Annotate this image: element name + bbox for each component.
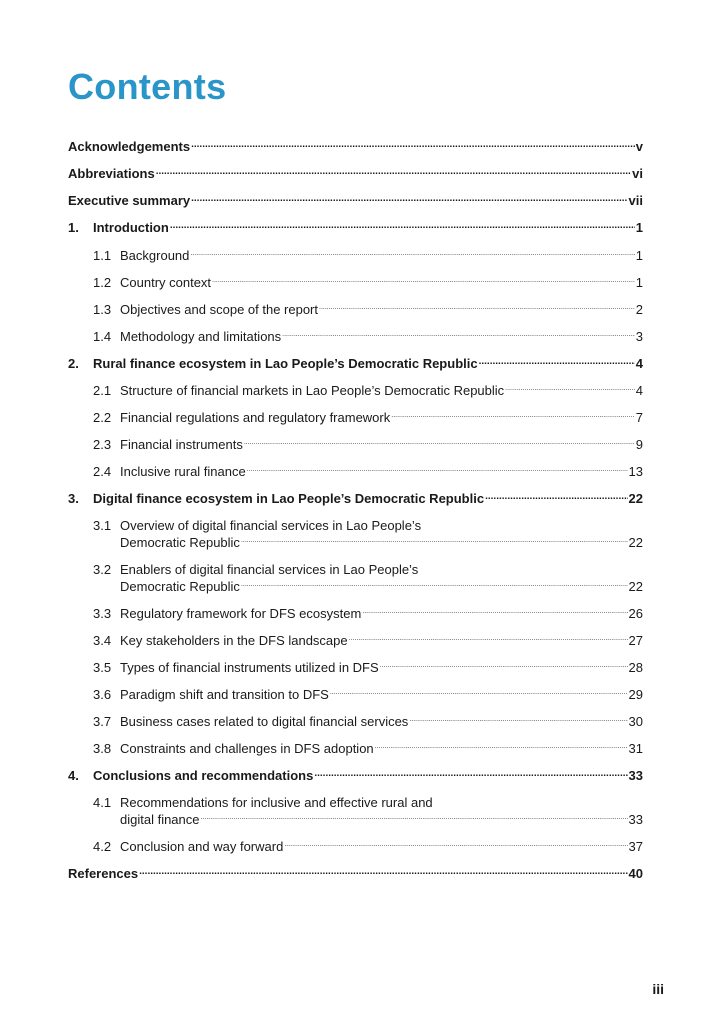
- dot-leader: [314, 770, 627, 780]
- toc-entry-number: 4.1: [93, 795, 112, 810]
- toc-entry-number: 1.1: [93, 248, 112, 263]
- dot-leader: [330, 689, 628, 699]
- toc-section-2-4[interactable]: [68, 463, 643, 480]
- toc-entry-page: 2: [635, 302, 643, 317]
- toc-entry-page: 33: [628, 768, 643, 783]
- toc-section-1-1[interactable]: [68, 247, 643, 264]
- toc-section-2-2[interactable]: [68, 409, 643, 426]
- dot-leader: [479, 358, 635, 368]
- toc-entry-number: 3.1: [93, 518, 112, 533]
- toc-entry-page: 4: [635, 383, 643, 398]
- toc-section-4-1[interactable]: [68, 794, 643, 828]
- toc-entry-text: Overview of digital financial services in Lao People’s: [120, 518, 422, 533]
- toc-entry-number: 3.8: [93, 741, 112, 756]
- toc-entry-page: 27: [628, 633, 643, 648]
- toc-entry-text: Financial regulations and regulatory framework: [120, 410, 391, 425]
- toc-entry-text: References: [68, 866, 139, 881]
- toc-section-3-3[interactable]: [68, 605, 643, 622]
- dot-leader: [247, 466, 628, 476]
- toc-entry-page: 37: [628, 839, 643, 854]
- toc-section-3-8[interactable]: [68, 740, 643, 757]
- toc-entry-page: vi: [632, 166, 643, 181]
- toc-entry-text: Regulatory framework for DFS ecosystem: [120, 606, 362, 621]
- toc-entry-text: Inclusive rural finance: [120, 464, 246, 479]
- toc-chapter-2[interactable]: [68, 355, 643, 372]
- toc-entry-text: Financial instruments: [120, 437, 243, 452]
- dot-leader: [191, 141, 635, 151]
- dot-leader: [201, 814, 628, 824]
- dot-leader: [212, 277, 635, 287]
- dot-leader: [485, 493, 627, 503]
- dot-leader: [156, 168, 631, 178]
- toc-entry-page: 13: [628, 464, 643, 479]
- toc-section-3-2[interactable]: [68, 561, 643, 595]
- dot-leader: [284, 841, 627, 851]
- toc-entry-text-continued: Democratic Republic: [120, 579, 240, 594]
- toc-section-3-1[interactable]: [68, 517, 643, 551]
- page-number: iii: [652, 981, 664, 997]
- toc-entry-text: Key stakeholders in the DFS landscape: [120, 633, 348, 648]
- toc-entry-text: Background: [120, 248, 190, 263]
- toc-entry-text: Business cases related to digital financial services: [120, 714, 409, 729]
- toc-entry-text-continued: digital finance: [120, 812, 200, 827]
- toc-entry-page: 22: [628, 579, 643, 594]
- toc-entry-text: Conclusions and recommendations: [93, 768, 314, 783]
- toc-entry-page: 9: [635, 437, 643, 452]
- dot-leader: [282, 331, 635, 341]
- dot-leader: [241, 537, 628, 547]
- toc-section-3-7[interactable]: [68, 713, 643, 730]
- dot-leader: [139, 868, 627, 878]
- dot-leader: [170, 222, 635, 232]
- toc-entry-number: 4.: [68, 768, 79, 783]
- toc-entry-number: 1.2: [93, 275, 112, 290]
- toc-section-4-2[interactable]: [68, 838, 643, 855]
- toc-entry-page: 22: [628, 491, 643, 506]
- toc-entry-page: 22: [628, 535, 643, 550]
- dot-leader: [319, 304, 635, 314]
- toc-entry-page: 40: [628, 866, 643, 881]
- toc-entry-number: 2.3: [93, 437, 112, 452]
- toc-entry-page: 7: [635, 410, 643, 425]
- toc-entry-number: 3.3: [93, 606, 112, 621]
- toc-section-3-4[interactable]: [68, 632, 643, 649]
- toc-entry-acknowledgements[interactable]: [68, 138, 643, 155]
- toc-entry-number: 1.4: [93, 329, 112, 344]
- toc-entry-number: 3.4: [93, 633, 112, 648]
- dot-leader: [241, 581, 628, 591]
- toc-entry-executive-summary[interactable]: [68, 192, 643, 209]
- toc-entry-text: Executive summary: [68, 193, 191, 208]
- toc-chapter-1[interactable]: [68, 219, 643, 236]
- toc-entry-text: Acknowledgements: [68, 139, 191, 154]
- toc-entry-text: Constraints and challenges in DFS adoption: [120, 741, 374, 756]
- toc-entry-text: Abbreviations: [68, 166, 155, 181]
- dot-leader: [191, 195, 627, 205]
- toc-entry-page: 1: [635, 248, 643, 263]
- dot-leader: [190, 250, 634, 260]
- toc-entry-page: v: [635, 139, 643, 154]
- toc-entry-number: 3.2: [93, 562, 112, 577]
- toc-entry-text: Conclusion and way forward: [120, 839, 284, 854]
- toc-section-1-4[interactable]: [68, 328, 643, 345]
- dot-leader: [380, 662, 628, 672]
- toc-entry-text: Methodology and limitations: [120, 329, 282, 344]
- dot-leader: [391, 412, 635, 422]
- toc-chapter-4[interactable]: [68, 767, 643, 784]
- toc-chapter-3[interactable]: [68, 490, 643, 507]
- toc-entry-page: 29: [628, 687, 643, 702]
- dot-leader: [375, 743, 628, 753]
- toc-entry-text: Types of financial instruments utilized in DFS: [120, 660, 379, 675]
- toc-entry-number: 3.: [68, 491, 79, 506]
- toc-entry-number: 3.5: [93, 660, 112, 675]
- toc-entry-references[interactable]: [68, 865, 643, 882]
- toc-entry-number: 3.6: [93, 687, 112, 702]
- toc-entry-text: Country context: [120, 275, 212, 290]
- toc-entry-page: 26: [628, 606, 643, 621]
- toc-entry-text: Introduction: [93, 220, 169, 235]
- toc-entry-page: 1: [635, 220, 643, 235]
- toc-entry-page: 33: [628, 812, 643, 827]
- toc-entry-page: 4: [635, 356, 643, 371]
- dot-leader: [505, 385, 635, 395]
- toc-entry-text: Paradigm shift and transition to DFS: [120, 687, 329, 702]
- toc-entry-text: Recommendations for inclusive and effective rural and: [120, 795, 433, 810]
- page-title: Contents: [68, 66, 227, 107]
- toc-entry-text: Enablers of digital financial services in Lao People’s: [120, 562, 419, 577]
- toc-entry-text: Rural finance ecosystem in Lao People’s Democratic Republic: [93, 356, 478, 371]
- toc-entry-number: 3.7: [93, 714, 112, 729]
- toc-entry-abbreviations[interactable]: [68, 165, 643, 182]
- toc-section-2-3[interactable]: [68, 436, 643, 453]
- toc-entry-text: Digital finance ecosystem in Lao People’s Democratic Republic: [93, 491, 485, 506]
- toc-section-1-2[interactable]: [68, 274, 643, 291]
- toc-entry-page: 1: [635, 275, 643, 290]
- toc-section-1-3[interactable]: [68, 301, 643, 318]
- dot-leader: [349, 635, 628, 645]
- toc-entry-page: 30: [628, 714, 643, 729]
- toc-entry-number: 2.2: [93, 410, 112, 425]
- toc-entry-page: 31: [628, 741, 643, 756]
- dot-leader: [362, 608, 627, 618]
- toc-section-3-6[interactable]: [68, 686, 643, 703]
- toc-entry-number: 1.3: [93, 302, 112, 317]
- toc-entry-text: Structure of financial markets in Lao People’s Democratic Republic: [120, 383, 505, 398]
- toc-entry-text-continued: Democratic Republic: [120, 535, 240, 550]
- toc-entry-page: 28: [628, 660, 643, 675]
- toc-entry-number: 1.: [68, 220, 79, 235]
- toc-entry-number: 2.4: [93, 464, 112, 479]
- toc-entry-number: 2.1: [93, 383, 112, 398]
- toc-entry-page: vii: [628, 193, 643, 208]
- toc-entry-text: Objectives and scope of the report: [120, 302, 319, 317]
- toc-entry-number: 4.2: [93, 839, 112, 854]
- dot-leader: [244, 439, 635, 449]
- dot-leader: [409, 716, 627, 726]
- toc-section-3-5[interactable]: [68, 659, 643, 676]
- toc-entry-number: 2.: [68, 356, 79, 371]
- toc-entry-page: 3: [635, 329, 643, 344]
- toc-section-2-1[interactable]: [68, 382, 643, 399]
